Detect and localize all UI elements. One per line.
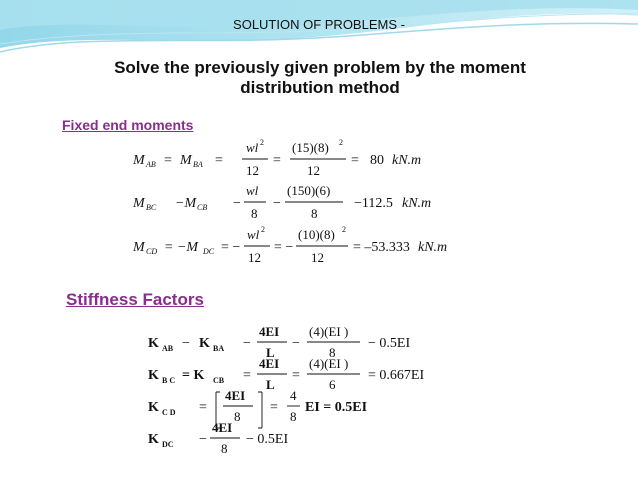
fem-cd-m2: = −M <box>164 240 199 255</box>
k-ab-op3: − <box>292 336 300 351</box>
k-cd-result: EI = 0.5EI <box>305 400 368 415</box>
k-dc-num1: 4EI <box>212 420 233 435</box>
fem-bc-m1: M <box>133 196 145 211</box>
fixed-end-moments-heading: Fixed end moments <box>62 117 194 133</box>
k-bc-op2: = <box>243 368 251 383</box>
subtitle-line-2: distribution method <box>240 78 400 97</box>
fem-equation-cd <box>132 225 447 265</box>
k-ab-den2: 8 <box>329 345 336 360</box>
k-cd-k1: K <box>148 400 159 415</box>
k-dc-result: − 0.5EI <box>246 432 289 447</box>
k-ab-result: − 0.5EI <box>368 336 411 351</box>
k-ab-sub2: BA <box>213 344 225 353</box>
k-bc-k1: K <box>148 368 159 383</box>
k-cd-op2: = <box>270 400 278 415</box>
fem-cd-den1: 12 <box>248 250 261 265</box>
fem-ab-sub1: AB <box>146 160 156 169</box>
fem-cd-den2: 12 <box>311 250 324 265</box>
k-bc-sub1: B C <box>162 376 176 385</box>
stiffness-equation-cd <box>148 388 367 428</box>
fem-ab-num2: (15)(8) <box>292 140 329 155</box>
fem-cd-exp2: 2 <box>342 225 346 234</box>
k-ab-k1: K <box>148 336 159 351</box>
fem-equation-ab <box>132 138 421 178</box>
k-ab-num2: (4)(EI ) <box>309 324 349 339</box>
fem-bc-den2: 8 <box>311 206 318 221</box>
fem-ab-eq4: = <box>351 153 359 168</box>
stiffness-factors-heading: Stiffness Factors <box>66 290 204 309</box>
fem-bc-unit: kN.m <box>402 196 432 211</box>
k-ab-k2: K <box>199 336 210 351</box>
fem-cd-eq2: = − <box>221 240 241 255</box>
k-ab-op1: − <box>182 336 190 351</box>
k-cd-num1: 4EI <box>225 388 246 403</box>
fem-cd-sub1: CD <box>146 247 158 256</box>
fem-ab-m1: M <box>133 153 145 168</box>
fem-ab-m2: M <box>180 153 192 168</box>
fem-ab-den2: 12 <box>307 163 320 178</box>
stiffness-equation-bc <box>148 356 424 392</box>
fem-cd-sub2: DC <box>203 247 215 256</box>
subtitle-line-1: Solve the previously given problem by the moment <box>114 58 526 77</box>
fem-bc-num1: wl <box>246 183 259 198</box>
fem-bc-result: −112.5 <box>354 196 393 211</box>
fem-cd-num1: wl <box>247 227 260 242</box>
k-dc-sub1: DC <box>162 440 174 449</box>
fem-ab-num1: wl <box>246 140 259 155</box>
fem-cd-m1: M <box>133 240 145 255</box>
k-cd-den1: 8 <box>234 409 241 424</box>
slide-title: SOLUTION OF PROBLEMS - <box>233 17 405 32</box>
k-cd-sub1: C D <box>162 408 176 417</box>
k-cd-right-bracket <box>258 392 262 428</box>
k-bc-num2: (4)(EI ) <box>309 356 349 371</box>
fem-ab-eq3: = <box>273 153 281 168</box>
k-bc-den2: 6 <box>329 377 336 392</box>
fem-bc-num2: (150)(6) <box>287 183 331 198</box>
fem-bc-sub2: CB <box>197 203 208 212</box>
k-cd-den2: 8 <box>290 409 297 424</box>
k-bc-sub2: CB <box>213 376 225 385</box>
k-ab-op2: − <box>243 336 251 351</box>
stiffness-equation-ab <box>148 324 410 360</box>
k-ab-den1: L <box>266 345 275 360</box>
k-ab-sub1: AB <box>162 344 174 353</box>
k-dc-k1: K <box>148 432 159 447</box>
fem-ab-exp1: 2 <box>260 138 264 147</box>
fem-ab-result: 80 <box>370 153 384 168</box>
fem-cd-exp1: 2 <box>261 225 265 234</box>
fem-cd-result: = –53.333 <box>353 240 410 255</box>
k-bc-op3: = <box>292 368 300 383</box>
k-bc-result: = 0.667EI <box>368 368 425 383</box>
k-cd-op1: = <box>199 400 207 415</box>
k-bc-den1: L <box>266 377 275 392</box>
fem-bc-sign2: − <box>273 196 281 211</box>
fem-bc-den1: 8 <box>251 206 258 221</box>
k-dc-den1: 8 <box>221 441 228 456</box>
k-bc-op1: = K <box>182 368 205 383</box>
fem-bc-sign1: − <box>233 196 241 211</box>
fem-cd-unit: kN.m <box>418 240 448 255</box>
k-cd-num2: 4 <box>290 388 297 403</box>
fem-cd-num2: (10)(8) <box>298 227 335 242</box>
fem-ab-unit: kN.m <box>392 153 422 168</box>
fem-bc-sub1: BC <box>146 203 157 212</box>
fem-cd-eq3: = − <box>274 240 294 255</box>
k-bc-num1: 4EI <box>259 356 280 371</box>
k-dc-op1: − <box>199 432 207 447</box>
stiffness-equation-dc <box>148 420 288 456</box>
fem-equation-bc <box>132 183 431 221</box>
fem-ab-eq1: = <box>164 153 172 168</box>
fem-ab-exp2: 2 <box>339 138 343 147</box>
k-ab-num1: 4EI <box>259 324 280 339</box>
fem-ab-eq2: = <box>215 153 223 168</box>
fem-bc-m2: −M <box>175 196 197 211</box>
fem-ab-sub2: BA <box>193 160 203 169</box>
fem-ab-den1: 12 <box>246 163 259 178</box>
